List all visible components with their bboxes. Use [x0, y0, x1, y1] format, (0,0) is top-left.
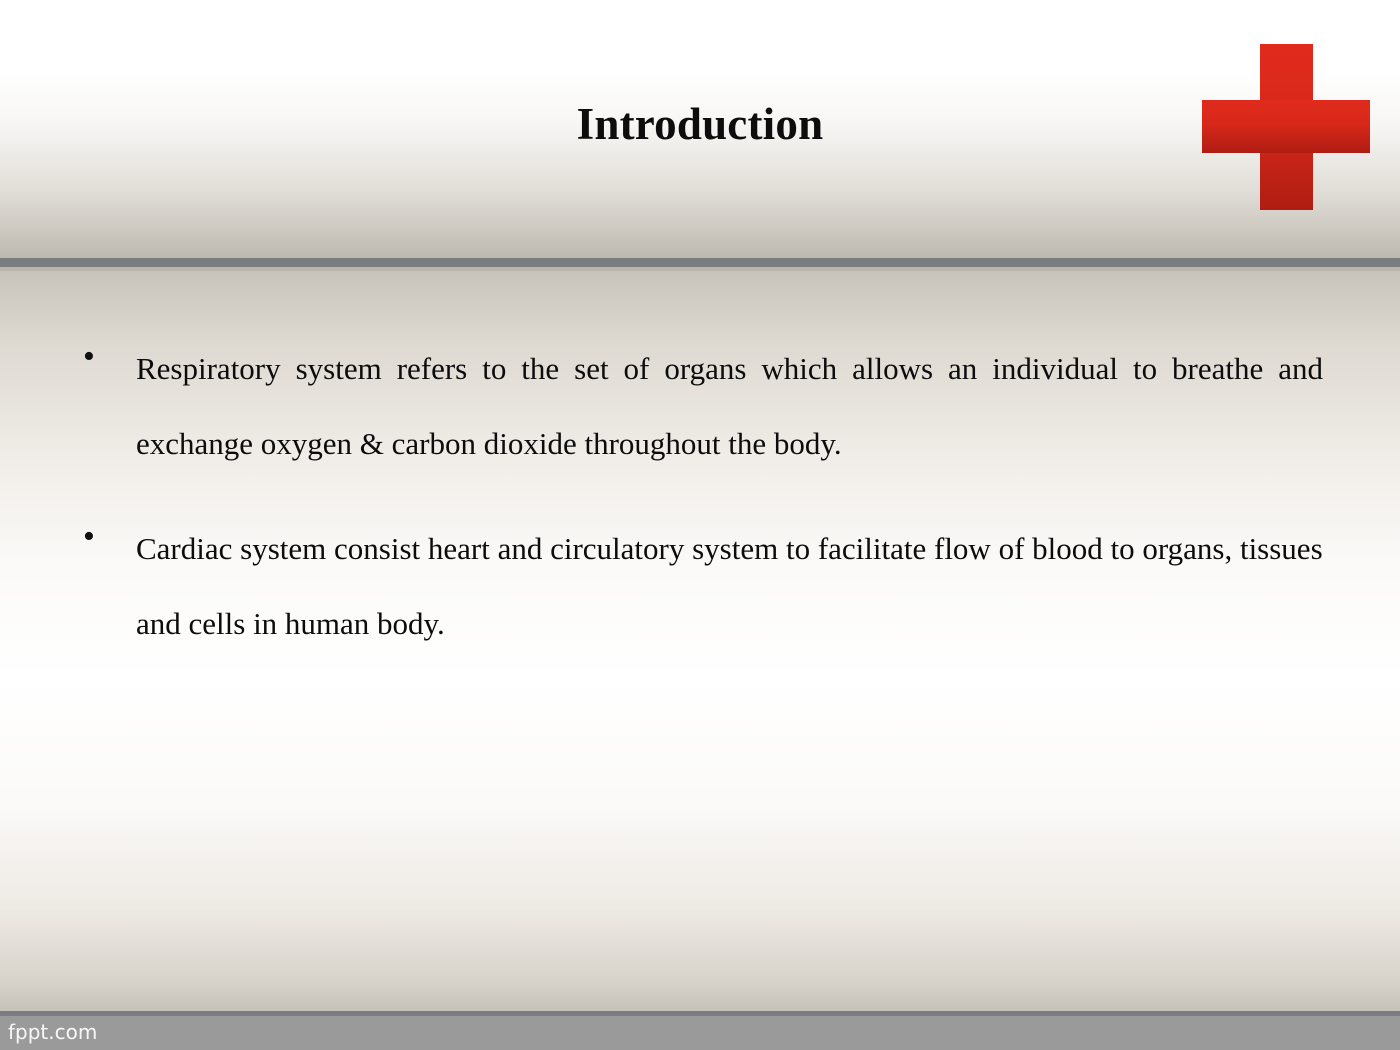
bullet-marker-icon: • [83, 338, 95, 375]
bullet-list [78, 331, 1323, 691]
slide-body [0, 271, 1400, 1011]
slide-footer [0, 1016, 1400, 1050]
list-item [78, 331, 1323, 481]
page-title: Introduction [576, 99, 824, 149]
red-cross-icon [1202, 44, 1370, 210]
list-item [78, 511, 1323, 661]
list-item-text: Cardiac system consist heart and circulatory system to facilitate flow of blood to organs, tissues and cells in human body. [136, 531, 1323, 641]
header-divider-dark [0, 258, 1400, 267]
red-cross-horizontal-bar [1202, 100, 1370, 153]
bullet-marker-icon: • [83, 518, 95, 555]
footer-brand-label: fppt.com [8, 1020, 98, 1044]
list-item-text: Respiratory system refers to the set of organs which allows an individual to breathe and exchange oxygen & carbon dioxide throughout the body. [136, 351, 1323, 461]
